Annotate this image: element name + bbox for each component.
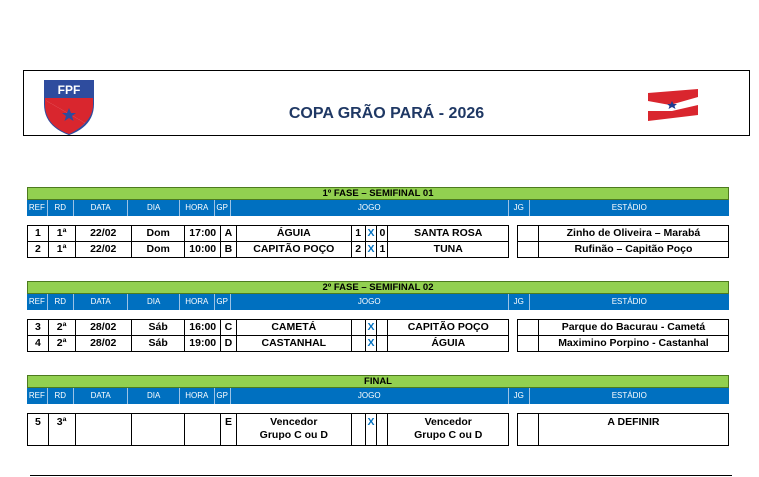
- rd-cell: 3ª: [48, 413, 76, 446]
- jg-cell: [517, 241, 539, 258]
- home-score-cell: [351, 413, 366, 446]
- table-row: [27, 414, 729, 446]
- jg-cell: [517, 319, 539, 336]
- jg-cell: [517, 335, 539, 352]
- group-cell: E: [220, 413, 237, 446]
- jg-cell: [517, 413, 539, 446]
- col-estadio: ESTÁDIO: [611, 203, 647, 212]
- table-row: [27, 242, 729, 258]
- date-cell: 22/02: [75, 241, 132, 258]
- column-header-row: [27, 200, 729, 216]
- day-cell: Sáb: [131, 335, 185, 352]
- col-jg: JG: [509, 294, 530, 310]
- versus-cell: X: [365, 335, 378, 352]
- col-gp: GP: [215, 388, 231, 404]
- home-score-cell: 2: [351, 241, 366, 258]
- group-cell: D: [220, 335, 237, 352]
- date-cell: 28/02: [75, 335, 132, 352]
- col-ref: REF: [27, 388, 48, 404]
- away-score-cell: 1: [376, 241, 388, 258]
- rd-cell: 1ª: [48, 225, 76, 242]
- home-score-cell: 1: [351, 225, 366, 242]
- header-box: [23, 70, 750, 136]
- col-dia: DIA: [128, 388, 180, 404]
- col-dia: DIA: [128, 200, 180, 216]
- away-team-cell: ÁGUIA: [387, 335, 509, 352]
- versus-cell: X: [365, 225, 378, 242]
- column-header-row: [27, 388, 729, 404]
- table-row: [27, 226, 729, 242]
- away-team-cell: [387, 413, 509, 446]
- stadium-cell: Zinho de Oliveira – Marabá: [538, 225, 729, 242]
- table-row: [27, 320, 729, 336]
- day-cell: Dom: [131, 225, 185, 242]
- ref-cell: 2: [27, 241, 49, 258]
- time-cell: 10:00: [184, 241, 221, 258]
- away-team-line1: Vencedor: [424, 416, 472, 428]
- table-row: [27, 336, 729, 352]
- home-team-line1: Vencedor: [270, 416, 318, 428]
- home-score-cell: [351, 335, 366, 352]
- away-team-line2: Grupo C ou D: [414, 429, 483, 441]
- section-final: [27, 375, 729, 446]
- section-semifinal-01: [27, 187, 729, 258]
- ref-cell: 3: [27, 319, 49, 336]
- home-team-line2: Grupo C ou D: [259, 429, 328, 441]
- section-semifinal-02: [27, 281, 729, 352]
- versus-cell: X: [365, 319, 378, 336]
- day-cell: Dom: [131, 241, 185, 258]
- section-title: 2º FASE – SEMIFINAL 02: [27, 281, 729, 294]
- rd-cell: 1ª: [48, 241, 76, 258]
- col-jg: JG: [509, 200, 530, 216]
- col-estadio: ESTÁDIO: [611, 297, 647, 306]
- ref-cell: 5: [27, 413, 49, 446]
- col-rd: RD: [48, 200, 74, 216]
- col-data: DATA: [74, 200, 128, 216]
- col-jg: JG: [509, 388, 530, 404]
- col-hora: HORA: [180, 200, 215, 216]
- group-cell: A: [220, 225, 237, 242]
- col-ref: REF: [27, 200, 48, 216]
- time-cell: 16:00: [184, 319, 221, 336]
- col-jogo: JOGO: [231, 388, 509, 404]
- versus-cell: X: [365, 413, 378, 446]
- svg-text:FPF: FPF: [57, 83, 81, 97]
- col-data: DATA: [74, 388, 128, 404]
- col-gp: GP: [215, 294, 231, 310]
- col-dia: DIA: [128, 294, 180, 310]
- away-team-cell: TUNA: [387, 241, 509, 258]
- group-cell: B: [220, 241, 237, 258]
- col-rd: RD: [48, 294, 74, 310]
- date-cell: 28/02: [75, 319, 132, 336]
- column-header-row: [27, 294, 729, 310]
- col-jogo: JOGO: [231, 200, 509, 216]
- col-data: DATA: [74, 294, 128, 310]
- away-team-cell: SANTA ROSA: [387, 225, 509, 242]
- home-team-cell: ÁGUIA: [236, 225, 352, 242]
- date-cell: [75, 413, 132, 446]
- stadium-cell: Parque do Bacurau - Cametá: [538, 319, 729, 336]
- date-cell: 22/02: [75, 225, 132, 242]
- col-hora: HORA: [180, 294, 215, 310]
- ref-cell: 4: [27, 335, 49, 352]
- away-team-cell: CAPITÃO POÇO: [387, 319, 509, 336]
- page-title: COPA GRÃO PARÁ - 2026: [288, 105, 485, 122]
- home-team-cell: CAPITÃO POÇO: [236, 241, 352, 258]
- home-score-cell: [351, 319, 366, 336]
- home-team-cell: CASTANHAL: [236, 335, 352, 352]
- rd-cell: 2ª: [48, 335, 76, 352]
- jg-cell: [517, 225, 539, 242]
- home-team-cell: CAMETÁ: [236, 319, 352, 336]
- day-cell: [131, 413, 185, 446]
- stadium-cell: Maximino Porpino - Castanhal: [538, 335, 729, 352]
- group-cell: C: [220, 319, 237, 336]
- para-flag-icon: [646, 89, 700, 123]
- col-gp: GP: [215, 200, 231, 216]
- col-rd: RD: [48, 388, 74, 404]
- section-title: 1º FASE – SEMIFINAL 01: [27, 187, 729, 200]
- stadium-cell: Rufinão – Capitão Poço: [538, 241, 729, 258]
- day-cell: Sáb: [131, 319, 185, 336]
- time-cell: 17:00: [184, 225, 221, 242]
- col-ref: REF: [27, 294, 48, 310]
- versus-cell: X: [365, 241, 378, 258]
- time-cell: 19:00: [184, 335, 221, 352]
- col-estadio: ESTÁDIO: [611, 391, 647, 400]
- time-cell: [184, 413, 221, 446]
- section-title: FINAL: [27, 375, 729, 388]
- ref-cell: 1: [27, 225, 49, 242]
- col-hora: HORA: [180, 388, 215, 404]
- rd-cell: 2ª: [48, 319, 76, 336]
- stadium-cell: A DEFINIR: [538, 413, 729, 446]
- home-team-cell: [236, 413, 352, 446]
- footer-divider: [30, 475, 732, 476]
- col-jogo: JOGO: [231, 294, 509, 310]
- away-score-cell: 0: [376, 225, 388, 242]
